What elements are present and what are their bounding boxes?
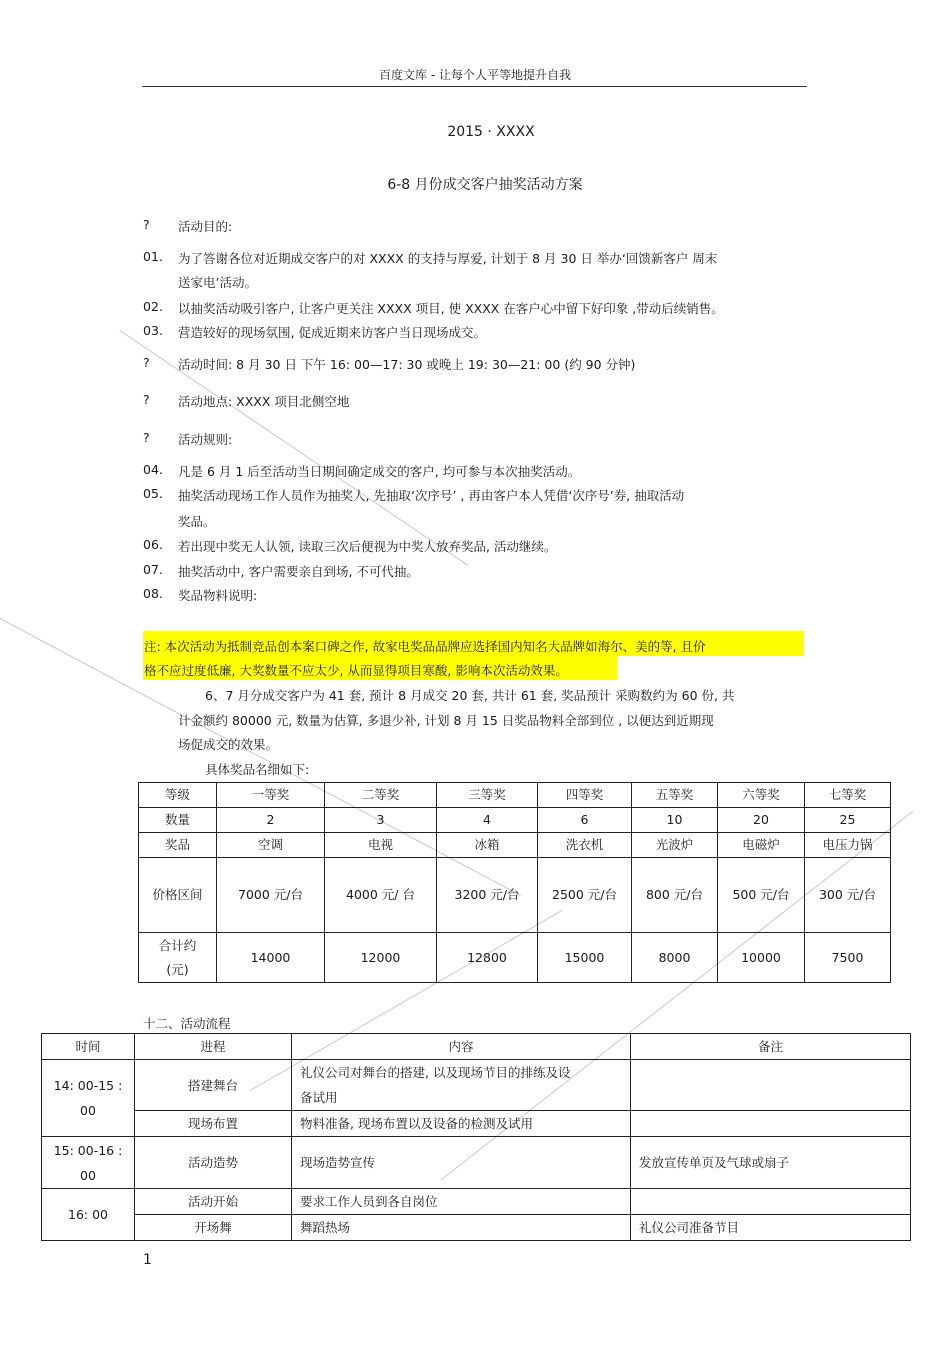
list-item-num: 06. (143, 537, 163, 552)
time-line: 00 (80, 1167, 96, 1183)
grade-cell: 四等奖 (538, 783, 632, 808)
step-cell: 活动造势 (135, 1137, 292, 1189)
prize-cell: 电视 (325, 833, 437, 858)
list-item-text: 奖品。 (178, 514, 216, 529)
estimate-text: 6、7 月分成交客户为 41 套, 预计 8 月成交 20 套, 共计 61 套, 奖品预计 采购数约为 60 份, 共 (205, 688, 735, 703)
prize-cell: 光波炉 (632, 833, 718, 858)
list-item-num: 02. (143, 299, 163, 314)
price-cell: 7000 元/台 (217, 858, 325, 933)
price-cell: 3200 元/台 (437, 858, 538, 933)
header-cell: 进程 (135, 1034, 292, 1060)
list-item-text: 送家电’活动。 (178, 275, 257, 290)
time-line: 14: 00-15 : (53, 1078, 123, 1093)
grade-cell: 三等奖 (437, 783, 538, 808)
flow-table (41, 1033, 911, 1241)
prize-cell: 电磁炉 (718, 833, 805, 858)
note-text: 注: 本次活动为抵制竞品创本案口碑之作, 故家电奖品品牌应选择国内知名大品牌如海尔、美的等, 且价 (144, 639, 706, 654)
estimate-text: 计金额约 80000 元, 数量为估算, 多退少补, 计划 8 月 15 日奖品物料全部到位 , 以便达到近期现 (178, 713, 714, 728)
quantity-cell: 25 (805, 808, 891, 833)
time-cell (42, 1137, 135, 1189)
prize-table (138, 782, 891, 983)
price-cell: 4000 元/ 台 (325, 858, 437, 933)
total-cell: 7500 (805, 933, 891, 983)
time-line: 15: 00-16 : (53, 1142, 123, 1158)
grade-cell: 五等奖 (632, 783, 718, 808)
remark-cell (631, 1111, 911, 1137)
location-bullet: ? (143, 392, 150, 407)
step-cell: 活动开始 (135, 1189, 292, 1215)
page-header: 百度文库 - 让每个人平等地提升自我 (379, 68, 571, 82)
total-cell: 12800 (437, 933, 538, 983)
remark-cell (631, 1189, 911, 1215)
step-cell: 开场舞 (135, 1215, 292, 1241)
page-number: 1 (143, 1252, 152, 1268)
total-cell: 10000 (718, 933, 805, 983)
list-item-text: 为了答谢各位对近期成交客户的对 XXXX 的支持与厚爱, 计划于 8 月 30 日 举办‘回馈新客户 周末 (178, 251, 718, 266)
total-cell: 12000 (325, 933, 437, 983)
list-item-text: 营造较好的现场氛围, 促成近期来访客户当日现场成交。 (178, 325, 486, 340)
total-cell: 8000 (632, 933, 718, 983)
list-item-text: 以抽奖活动吸引客户, 让客户更关注 XXXX 项目, 使 XXXX 在客户心中留下好印象 ,带动后续销售。 (178, 301, 724, 316)
estimate-text: 具体奖品名细如下: (205, 762, 310, 777)
content-cell: 要求工作人员到各自岗位 (292, 1189, 631, 1215)
content-line: 礼仪公司对舞台的搭建, 以及现场节目的排练及设 (300, 1065, 571, 1080)
list-item-num: 08. (143, 586, 163, 601)
row-label-line: (元) (166, 961, 189, 977)
grade-cell: 六等奖 (718, 783, 805, 808)
list-item-text: 凡是 6 月 1 后至活动当日期间确定成交的客户, 均可参与本次抽奖活动。 (178, 464, 581, 479)
activity-location: 活动地点: XXXX 项目北侧空地 (178, 394, 350, 409)
list-item-text: 若出现中奖无人认领, 读取三次后便视为中奖人放弃奖品, 活动继续。 (178, 539, 557, 554)
prize-cell: 洗衣机 (538, 833, 632, 858)
header-cell: 备注 (631, 1034, 911, 1060)
remark-cell: 礼仪公司准备节目 (631, 1215, 911, 1241)
list-item-text: 抽奖活动现场工作人员作为抽奖人, 先抽取‘次序号’ , 再由客户本人凭借‘次序号’券, 抽取活动 (178, 488, 685, 503)
list-item-text: 奖品物料说明: (178, 588, 258, 603)
remark-cell: 发放宣传单页及气球或扇子 (631, 1137, 911, 1189)
prize-cell: 空调 (217, 833, 325, 858)
rules-bullet: ? (143, 430, 150, 445)
list-item-num: 04. (143, 462, 163, 477)
list-item-num: 07. (143, 562, 163, 577)
note-text: 格不应过度低廉, 大奖数量不应太少, 从而显得项目寒酸, 影响本次活动效果。 (144, 663, 568, 678)
prize-cell: 电压力锅 (805, 833, 891, 858)
purpose-bullet: ? (143, 217, 150, 232)
row-label-line: 合计约 (158, 937, 197, 953)
time-cell (42, 1060, 135, 1137)
estimate-text: 场促成交的效果。 (178, 737, 279, 752)
quantity-cell: 3 (325, 808, 437, 833)
quantity-cell: 20 (718, 808, 805, 833)
row-label: 数量 (139, 808, 217, 833)
quantity-cell: 10 (632, 808, 718, 833)
quantity-cell: 4 (437, 808, 538, 833)
total-cell: 14000 (217, 933, 325, 983)
list-item-num: 03. (143, 323, 163, 338)
row-label: 奖品 (139, 833, 217, 858)
total-cell: 15000 (538, 933, 632, 983)
purpose-label: 活动目的: (178, 219, 233, 234)
rules-label: 活动规则: (178, 432, 233, 447)
header-divider (142, 86, 807, 87)
step-cell: 搭建舞台 (135, 1060, 292, 1111)
quantity-cell: 2 (217, 808, 325, 833)
time-bullet: ? (143, 355, 150, 370)
price-cell: 2500 元/台 (538, 858, 632, 933)
time-line: 00 (80, 1103, 96, 1118)
list-item-text: 抽奖活动中, 客户需要亲自到场, 不可代抽。 (178, 564, 419, 579)
content-cell: 物料准备, 现场布置以及设备的检测及试用 (292, 1111, 631, 1137)
price-cell: 300 元/台 (805, 858, 891, 933)
grade-cell: 一等奖 (217, 783, 325, 808)
flow-heading: 十二、活动流程 (143, 1016, 231, 1031)
quantity-cell: 6 (538, 808, 632, 833)
row-label (139, 933, 217, 983)
header-cell: 时间 (42, 1034, 135, 1060)
page-title: 6-8 月份成交客户抽奖活动方案 (387, 177, 583, 193)
prize-cell: 冰箱 (437, 833, 538, 858)
grade-cell: 二等奖 (325, 783, 437, 808)
content-cell: 舞蹈热场 (292, 1215, 631, 1241)
title-year: 2015 · XXXX (447, 124, 535, 140)
content-cell: 现场造势宣传 (292, 1137, 631, 1189)
price-cell: 800 元/台 (632, 858, 718, 933)
step-cell: 现场布置 (135, 1111, 292, 1137)
content-line: 备试用 (300, 1090, 338, 1105)
remark-cell (631, 1060, 911, 1111)
row-label: 等级 (139, 783, 217, 808)
header-cell: 内容 (292, 1034, 631, 1060)
time-cell: 16: 00 (42, 1189, 135, 1241)
activity-time: 活动时间: 8 月 30 日 下午 16: 00—17: 30 或晚上 19: 30—21: 00 (约 90 分钟) (178, 357, 636, 372)
price-cell: 500 元/台 (718, 858, 805, 933)
list-item-num: 01. (143, 249, 163, 264)
row-label: 价格区间 (139, 858, 217, 933)
grade-cell: 七等奖 (805, 783, 891, 808)
content-cell (292, 1060, 631, 1111)
list-item-num: 05. (143, 486, 163, 501)
